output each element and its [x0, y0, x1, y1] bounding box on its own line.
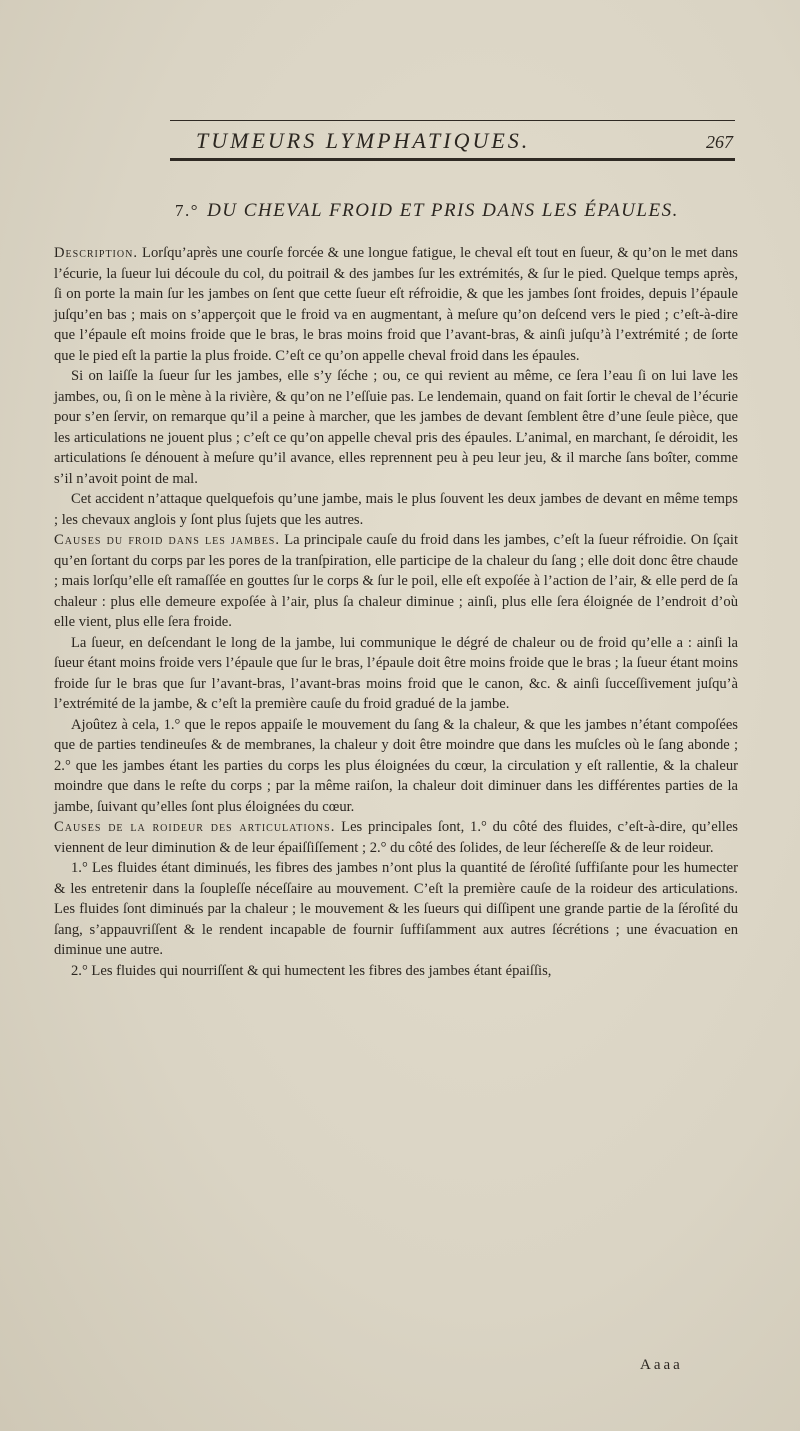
paragraph-description	[54, 243, 738, 366]
running-head: TUMEURS LYMPHATIQUES.	[196, 128, 531, 153]
paragraph	[54, 633, 738, 715]
section-number: 7.°	[175, 201, 200, 220]
paragraph-text: 1.° Les fluides étant diminués, les fibres des jambes n’ont plus la quantité de ſéroſité ſuffiſante pour les humecter & les entretenir dans la ſoupleſſe néceſſaire au mouvement. C’eſt la première cauſe de la roideur des articulations. Les fluides ſont diminués par la chaleur ; le mouvement & les ſueurs qui diſſipent une grande partie de la ſéroſité du ſang, s’appauvriſſent & le rendent incapable de fournir ſuffiſamment aux autres ſécrétions ; une évacuation en diminue une autre.	[54, 860, 738, 958]
section-title-text: DU CHEVAL FROID ET PRIS DANS LES ÉPAULES.	[207, 200, 679, 221]
paragraph-text: Cet accident n’attaque quelquefois qu’une jambe, mais le plus ſouvent les deux jambes de devant en même temps ; les chevaux anglois y ſont plus ſujets que les autres.	[54, 491, 738, 528]
paragraph-text: 2.° Les fluides qui nourriſſent & qui humectent les fibres des jambes étant épaiſſis,	[71, 962, 552, 979]
paragraph-lead: Causes de la roideur des articulations.	[54, 819, 336, 835]
paragraph-text: La ſueur, en deſcendant le long de la jambe, lui communique le dégré de chaleur ou de froid qu’elle a : ainſi la ſueur étant moins froide vers l’épaule que ſur le bras, l’épaule doit être moins froide que le bras ; la ſueur étant moins froide ſur le bras que ſur l’avant-bras, l’avant-bras moins froid que le canon, &c. & ainſi ſucceſſivement juſqu’à l’extrémité de la jambe, & c’eſt la première cauſe du froid gradué de la jambe.	[54, 634, 738, 712]
page-header	[170, 120, 735, 161]
paragraph	[54, 961, 738, 982]
section-title	[175, 200, 735, 222]
signature-mark: Aaaa	[640, 1357, 683, 1373]
body-text	[54, 243, 738, 981]
paragraph-text: La principale cauſe du froid dans les jambes, c’eſt la ſueur réfroidie. On ſçait qu’en ſortant du corps par les pores de la tranſpiration, elle participe de la chaleur du ſang ; elle doit donc être chaude ; mais lorſqu’elle eſt ramaſſée en gouttes ſur le corps & ſur le poil, elle eſt expoſée à l’action de l’air, & elle perd de ſa chaleur : plus elle demeure expoſée à l’air, plus ſa chaleur diminue ; ainſi, plus elle ſera éloignée de l’endroit d’où elle vient, plus elle ſera froide.	[54, 532, 738, 630]
paragraph	[54, 366, 738, 489]
paragraph-lead: Causes du froid dans les jambes.	[54, 532, 281, 548]
header-rule-bottom	[170, 158, 735, 161]
page-number: 267	[706, 132, 733, 152]
paragraph-lead: Description.	[54, 245, 138, 261]
paragraph-text: Si on laiſſe la ſueur ſur les jambes, elle s’y ſéche ; ou, ce qui revient au même, ce ſera l’eau ſi on lui lave les jambes, ou, ſi on le mène à la rivière, & qu’on ne l’eſſuie pas. Le lendemain, quand on fait ſortir le cheval de l’écurie pour s’en ſervir, on remarque qu’il a peine à marcher, que les jambes de devant ſemblent être d’une ſeule pièce, que les articulations ne jouent plus ; c’eſt ce qu’on appelle cheval pris des épaules. L’animal, en marchant, ſe déroidit, les articulations ſe dénouent à meſure qu’il avance, elles reprennent peu à peu leur jeu, & il marche ſans boîter, comme s’il n’avoit point de mal.	[54, 368, 738, 487]
paragraph-text: Lorſqu’après une courſe forcée & une longue fatigue, le cheval eſt tout en ſueur, & qu’on le met dans l’écurie, la ſueur lui découle du col, du poitrail & des jambes ſur les extrémités, & ſur le pied. Quelque temps après, ſi on porte la main ſur les jambes on ſent que cette ſueur eſt réfroidie, & que les jambes ſont froides, depuis l’épaule juſqu’en bas ; mais on s’apperçoit que le froid va en augmentant, à meſure qu’on deſcend vers le pied ; c’eſt-à-dire que l’épaule eſt moins froide que le bras, le bras moins froid que l’avant-bras, & ainſi juſqu’à l’extrémité ; de ſorte que le pied eſt la partie la plus froide. C’eſt ce qu’on appelle cheval froid dans les épaules.	[54, 245, 738, 364]
header-row	[170, 121, 735, 158]
paragraph	[54, 715, 738, 818]
paragraph-causes-roideur	[54, 817, 738, 858]
paragraph-causes-froid	[54, 530, 738, 633]
paragraph-text: Ajoûtez à cela, 1.° que le repos appaiſe le mouvement du ſang & la chaleur, & que les jambes n’étant compoſées que de parties tendineuſes & de membranes, la chaleur y doit être moindre que dans les muſcles où le ſang abonde ; 2.° que les jambes étant les parties du corps les plus éloignées du cœur, la circulation y eſt rallentie, & la chaleur moindre que dans le reſte du corps ; par la même raiſon, la chaleur doit diminuer dans les différentes parties de la jambe, ſuivant qu’elles ſont plus éloignées du cœur.	[54, 716, 738, 815]
paragraph	[54, 489, 738, 530]
paragraph	[54, 858, 738, 961]
paragraph-text: Les principales ſont, 1.° du côté des fluides, c’eſt-à-dire, qu’elles viennent de leur diminution & de leur épaiſſiſſement ; 2.° du côté des ſolides, de leur ſéchereſſe & de leur roideur.	[54, 819, 738, 856]
